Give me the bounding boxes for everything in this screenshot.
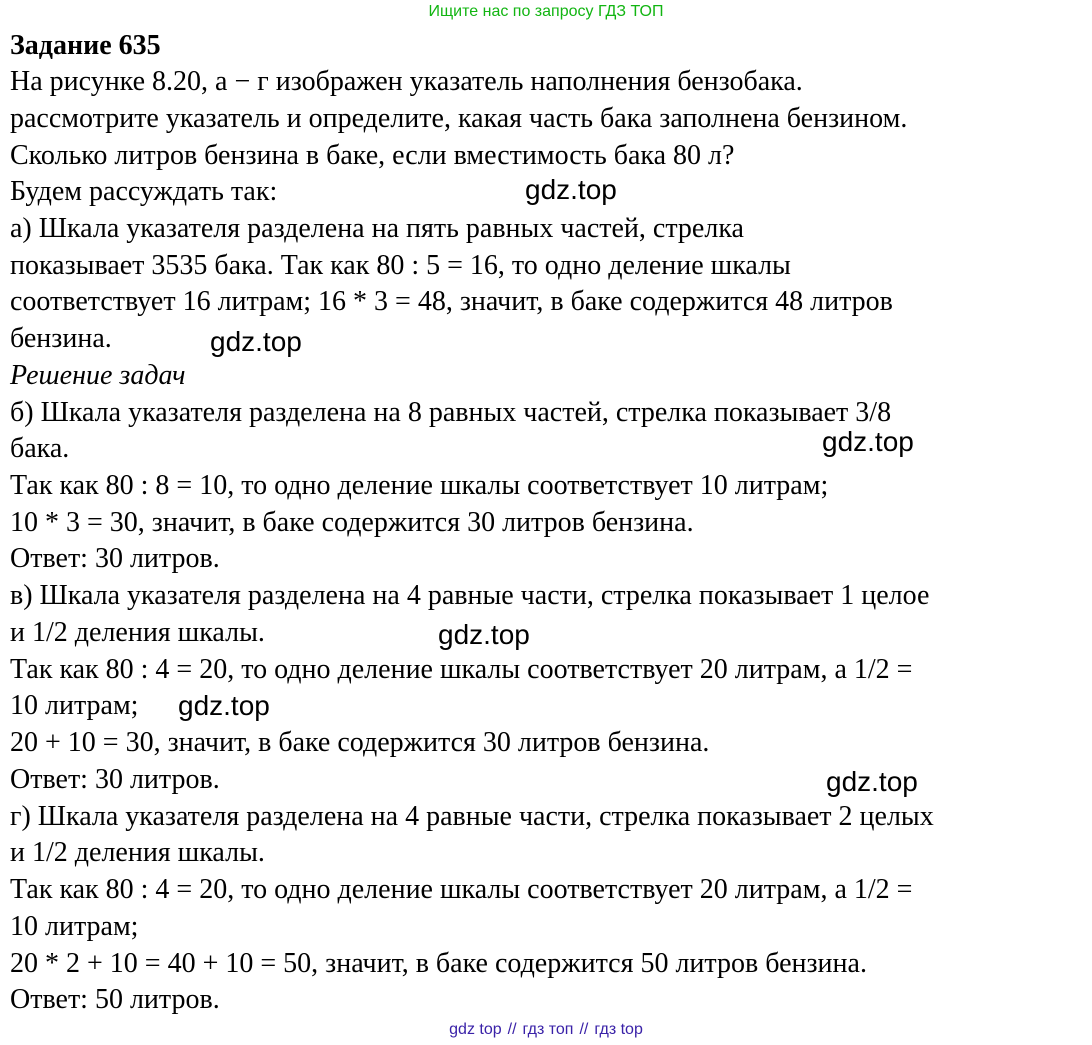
text-line: и 1/2 деления шкалы. bbox=[10, 837, 265, 868]
footer-links bbox=[0, 1020, 1092, 1040]
footer-link[interactable]: гдз топ bbox=[522, 1021, 574, 1038]
footer-separator: // bbox=[507, 1021, 517, 1038]
watermark: gdz.top bbox=[822, 426, 914, 457]
watermark: gdz.top bbox=[826, 766, 918, 797]
footer-link[interactable]: gdz top bbox=[449, 1021, 502, 1038]
text-line: рассмотрите указатель и определите, какая часть бака заполнена бензином. bbox=[10, 103, 908, 134]
answer-line: Ответ: 50 литров. bbox=[10, 984, 220, 1015]
text-line: Сколько литров бензина в баке, если вместимость бака 80 л? bbox=[10, 140, 735, 171]
footer-link[interactable]: гдз top bbox=[594, 1021, 643, 1038]
watermark: gdz.top bbox=[178, 690, 270, 721]
text-line: соответствует 16 литрам; 16 * 3 = 48, значит, в баке содержится 48 литров bbox=[10, 286, 893, 317]
text-line: г) Шкала указателя разделена на 4 равные части, стрелка показывает 2 целых bbox=[10, 801, 934, 832]
watermark: gdz.top bbox=[210, 326, 302, 357]
text-line: 20 + 10 = 30, значит, в баке содержится 30 литров бензина. bbox=[10, 727, 710, 758]
text-line: показывает 3535 бака. Так как 80 : 5 = 16, то одно деление шкалы bbox=[10, 250, 791, 281]
section-heading: Решение задач bbox=[10, 360, 186, 391]
text-line: бака. bbox=[10, 433, 70, 464]
watermark: gdz.top bbox=[525, 174, 617, 205]
watermark: gdz.top bbox=[438, 619, 530, 650]
text-line: 10 литрам; bbox=[10, 690, 139, 721]
page-title: Задание 635 bbox=[10, 30, 161, 61]
text-line: бензина. bbox=[10, 323, 112, 354]
footer-separator: // bbox=[579, 1021, 589, 1038]
text-line: 20 * 2 + 10 = 40 + 10 = 50, значит, в баке содержится 50 литров бензина. bbox=[10, 948, 867, 979]
text-line: 10 * 3 = 30, значит, в баке содержится 30 литров бензина. bbox=[10, 507, 694, 538]
text-line: 10 литрам; bbox=[10, 911, 139, 942]
text-line: Так как 80 : 4 = 20, то одно деление шкалы соответствует 20 литрам, а 1/2 = bbox=[10, 874, 913, 905]
text-line: и 1/2 деления шкалы. bbox=[10, 617, 265, 648]
text-line: в) Шкала указателя разделена на 4 равные части, стрелка показывает 1 целое bbox=[10, 580, 930, 611]
answer-line: Ответ: 30 литров. bbox=[10, 764, 220, 795]
text-line: а) Шкала указателя разделена на пять равных частей, стрелка bbox=[10, 213, 744, 244]
text-line: б) Шкала указателя разделена на 8 равных частей, стрелка показывает 3/8 bbox=[10, 397, 892, 428]
text-line: Так как 80 : 8 = 10, то одно деление шкалы соответствует 10 литрам; bbox=[10, 470, 829, 501]
text-line: Так как 80 : 4 = 20, то одно деление шкалы соответствует 20 литрам, а 1/2 = bbox=[10, 654, 913, 685]
text-line: Будем рассуждать так: bbox=[10, 176, 278, 207]
answer-line: Ответ: 30 литров. bbox=[10, 543, 220, 574]
top-banner: Ищите нас по запросу ГДЗ ТОП bbox=[428, 3, 664, 20]
text-line: На рисунке 8.20, а − г изображен указатель наполнения бензобака. bbox=[10, 66, 803, 97]
